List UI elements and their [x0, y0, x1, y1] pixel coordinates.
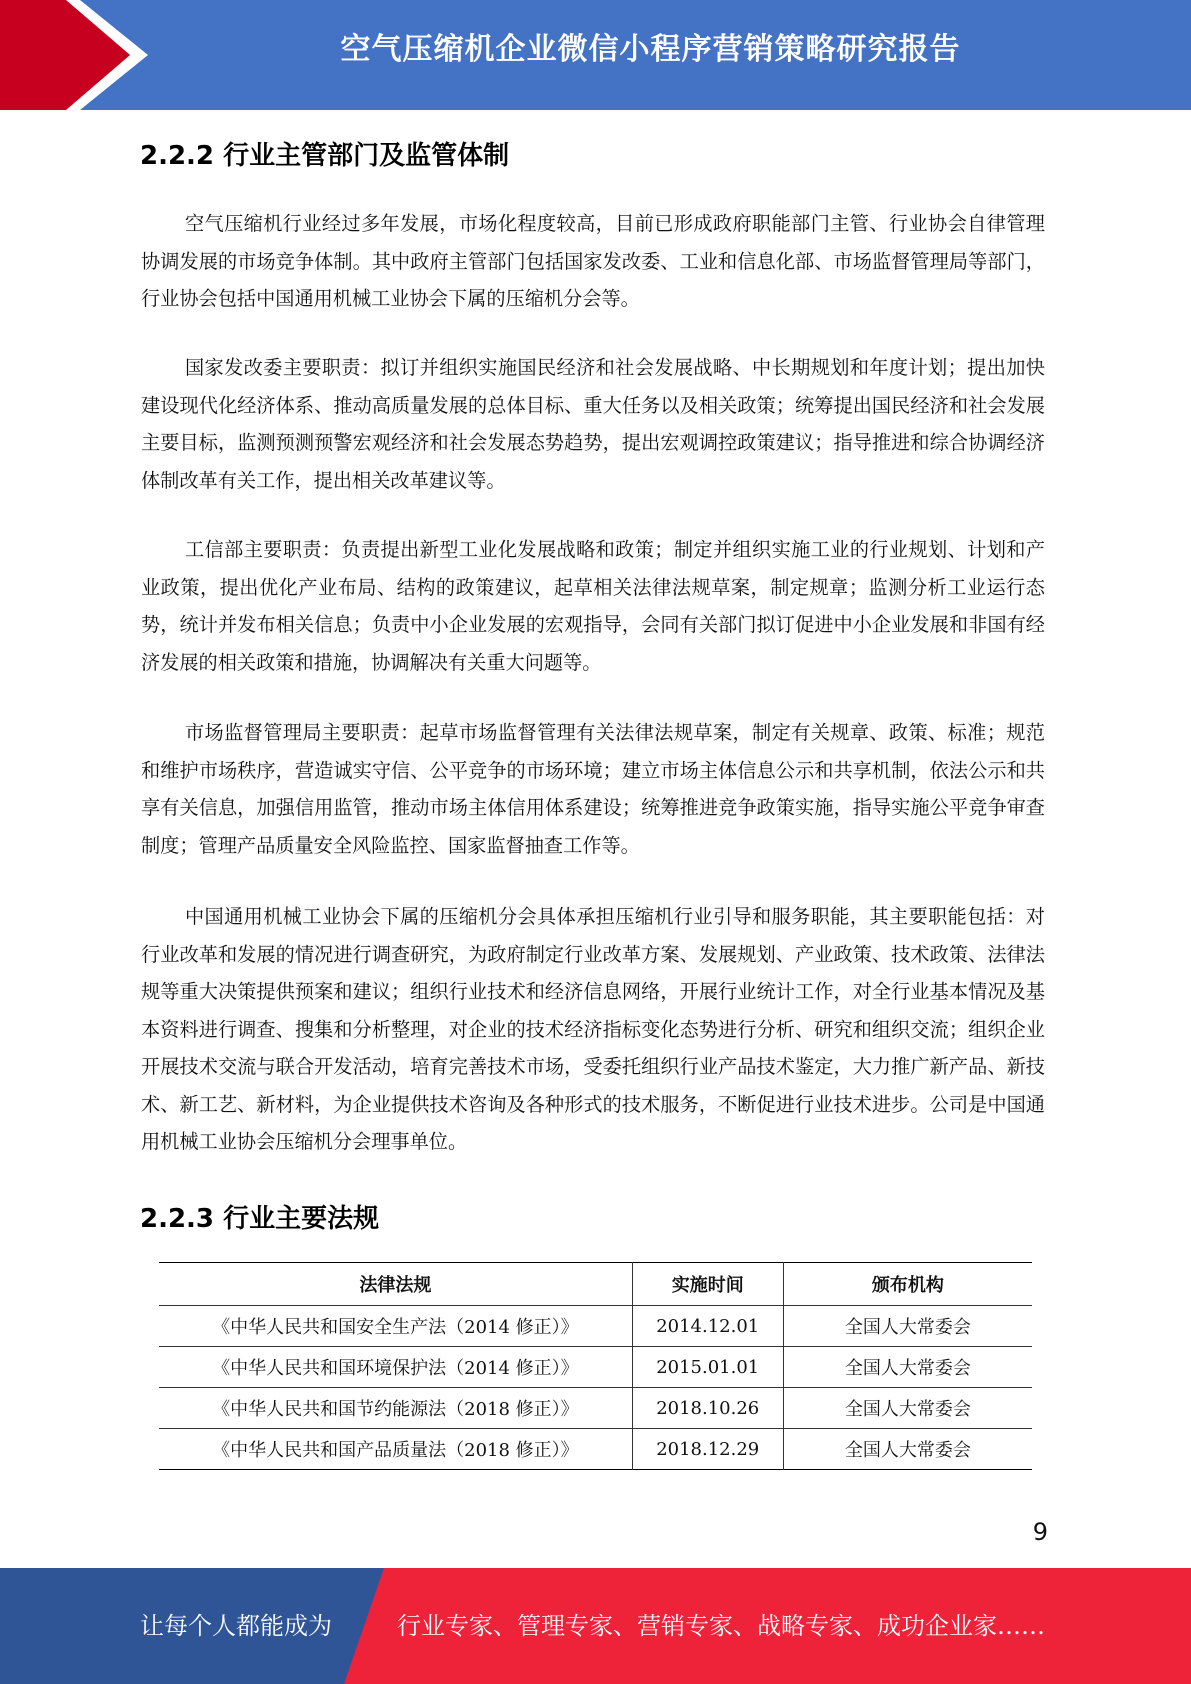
header-effective-date: 实施时间	[632, 1263, 783, 1306]
law-name-cell: 《中华人民共和国节约能源法（2018 修正）》	[212, 1399, 579, 1420]
page-footer	[0, 1568, 1191, 1684]
header-issuing-body: 颁布机构	[783, 1263, 1032, 1306]
table-row	[159, 1306, 1032, 1347]
page-header	[0, 0, 1191, 110]
issuing-body-cell: 全国人大常委会	[783, 1429, 1032, 1470]
paragraph-ndrc: 国家发改委主要职责：拟订并组织实施国民经济和社会发展战略、中长期规划和年度计划；提出加快建设现代化经济体系、推动高质量发展的总体目标、重大任务以及相关政策；统筹提出国民经济和社会发展主要目标，监测预测预警宏观经济和社会发展态势趋势，提出宏观调控政策建议；指导推进和综合协调经济体制改革有关工作，提出相关改革建议等。	[141, 356, 1045, 492]
effective-date-cell: 2018.12.29	[632, 1429, 783, 1470]
footer-slogan-lead: 让每个人都能成为	[140, 1612, 332, 1640]
paragraph-overview: 空气压缩机行业经过多年发展，市场化程度较高，目前已形成政府职能部门主管、行业协会自律管理协调发展的市场竞争体制。其中政府主管部门包括国家发改委、工业和信息化部、市场监督管理局等部门，行业协会包括中国通用机械工业协会下属的压缩机分会等。	[141, 212, 1045, 310]
paragraph-samr: 市场监督管理局主要职责：起草市场监督管理有关法律法规草案，制定有关规章、政策、标准；规范和维护市场秩序，营造诚实守信、公平竞争的市场环境；建立市场主体信息公示和共享机制，依法公示和共享有关信息，加强信用监管，推动市场主体信用体系建设；统筹推进竞争政策实施，指导实施公平竞争审查制度；管理产品质量安全风险监控、国家监督抽查工作等。	[141, 721, 1045, 857]
table-row	[159, 1347, 1032, 1388]
law-name-cell: 《中华人民共和国产品质量法（2018 修正）》	[212, 1440, 579, 1461]
table-header-row	[159, 1263, 1032, 1306]
header-law-name: 法律法规	[359, 1275, 432, 1296]
section-heading-2-2-3: 2.2.3 行业主要法规	[140, 1204, 380, 1234]
effective-date-cell: 2018.10.26	[632, 1388, 783, 1429]
paragraph-association: 中国通用机械工业协会下属的压缩机分会具体承担压缩机行业引导和服务职能，其主要职能包括：对行业改革和发展的情况进行调查研究，为政府制定行业改革方案、发展规划、产业政策、技术政策、法律法规等重大决策提供预案和建议；组织行业技术和经济信息网络，开展行业统计工作，对全行业基本情况及基本资料进行调查、搜集和分析整理，对企业的技术经济指标变化态势进行分析、研究和组织交流；组织企业开展技术交流与联合开发活动，培育完善技术市场，受委托组织行业产品技术鉴定，大力推广新产品、新技术、新工艺、新材料，为企业提供技术咨询及各种形式的技术服务，不断促进行业技术进步。公司是中国通用机械工业协会压缩机分会理事单位。	[141, 905, 1045, 1153]
table-row	[159, 1388, 1032, 1429]
section-heading-2-2-2: 2.2.2 行业主管部门及监管体制	[140, 141, 510, 171]
table-row	[159, 1429, 1032, 1470]
paragraph-miit: 工信部主要职责：负责提出新型工业化发展战略和政策；制定并组织实施工业的行业规划、计划和产业政策，提出优化产业布局、结构的政策建议，起草相关法律法规草案，制定规章；监测分析工业运行态势，统计并发布相关信息；负责中小企业发展的宏观指导，会同有关部门拟订促进中小企业发展和非国有经济发展的相关政策和措施，协调解决有关重大问题等。	[141, 538, 1045, 674]
footer-slogan-roles: 行业专家、管理专家、营销专家、战略专家、成功企业家……	[397, 1612, 1045, 1640]
effective-date-cell: 2015.01.01	[632, 1347, 783, 1388]
law-name-cell: 《中华人民共和国环境保护法（2014 修正）》	[212, 1358, 579, 1379]
issuing-body-cell: 全国人大常委会	[783, 1388, 1032, 1429]
effective-date-cell: 2014.12.01	[632, 1306, 783, 1347]
page-number: 9	[1032, 1518, 1048, 1546]
issuing-body-cell: 全国人大常委会	[783, 1306, 1032, 1347]
law-name-cell: 《中华人民共和国安全生产法（2014 修正）》	[212, 1317, 579, 1338]
report-title: 空气压缩机企业微信小程序营销策略研究报告	[340, 32, 961, 67]
laws-table	[159, 1262, 1032, 1470]
issuing-body-cell: 全国人大常委会	[783, 1347, 1032, 1388]
